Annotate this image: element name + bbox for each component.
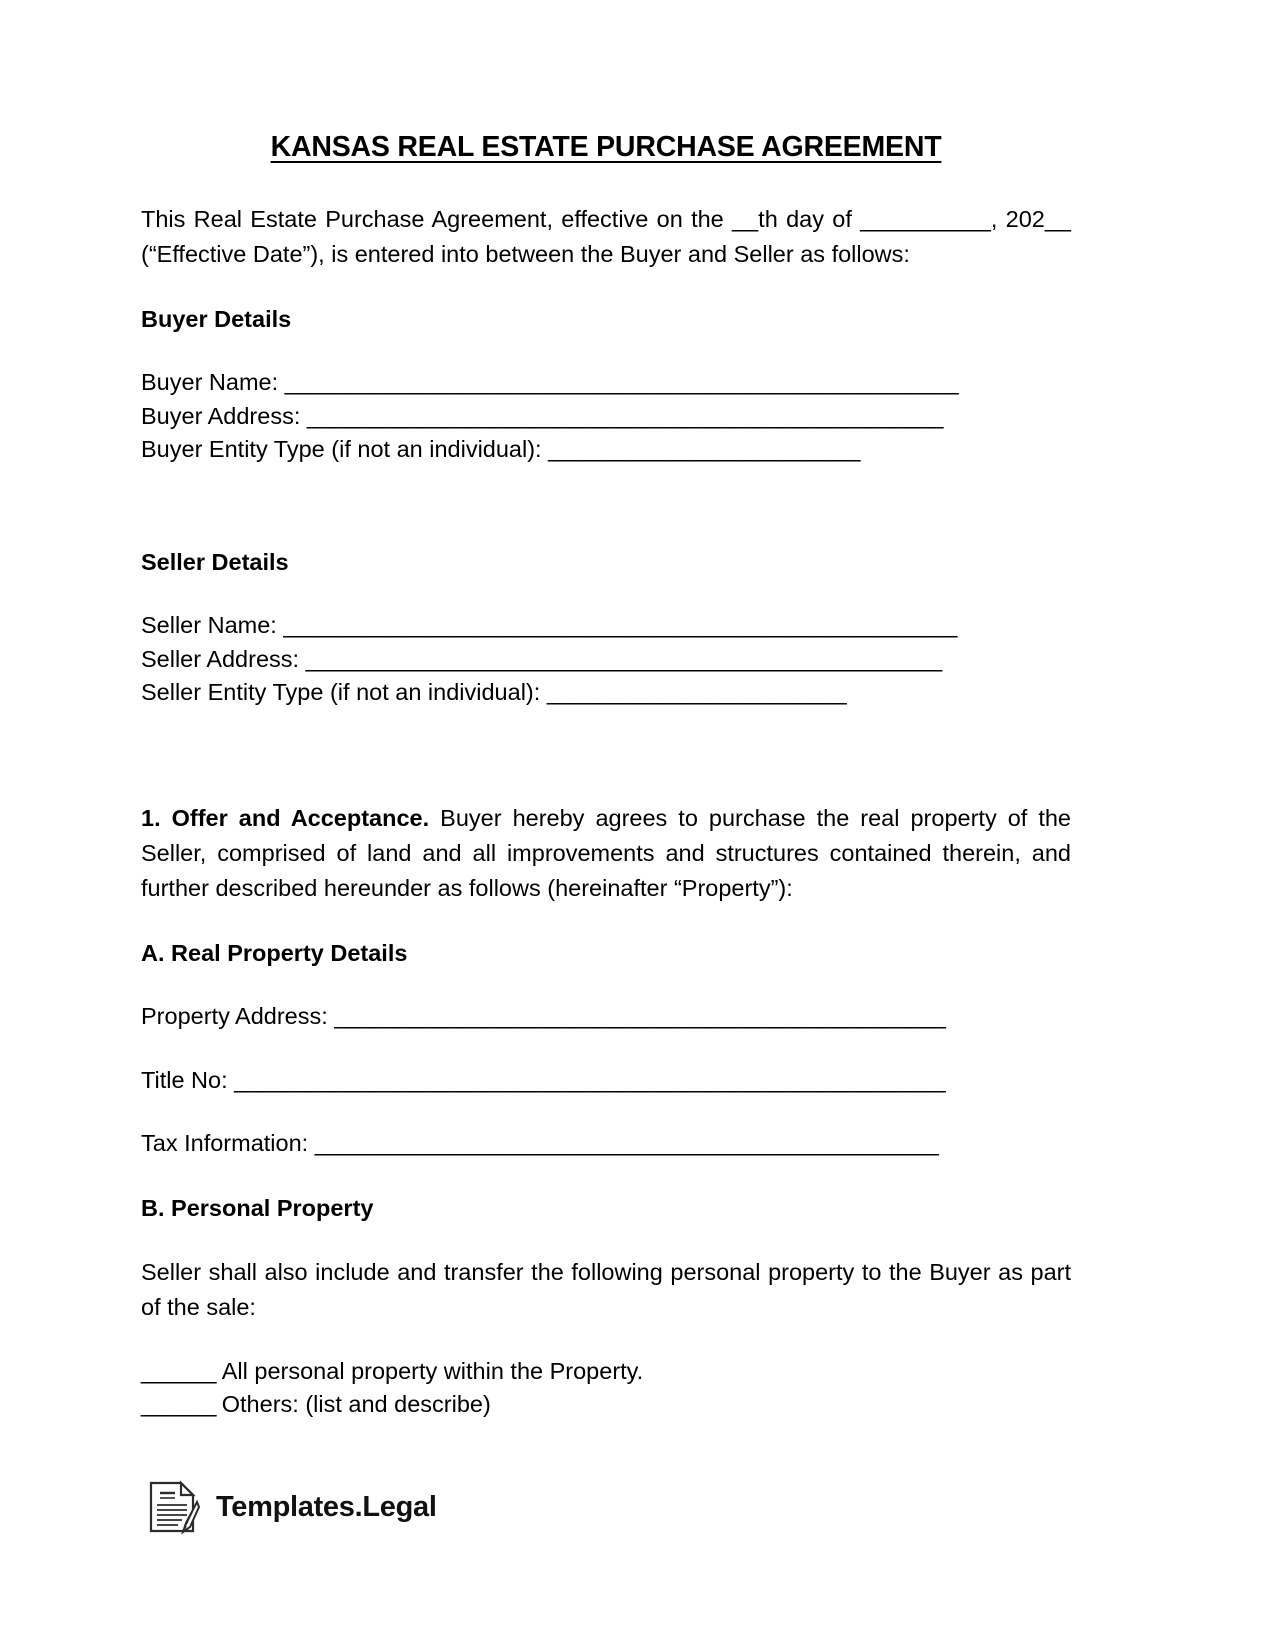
document-with-pen-icon [148, 1478, 200, 1536]
buyer-name-field[interactable] [141, 366, 1071, 399]
buyer-address-blank[interactable]: ___________________________________________________ [306, 402, 943, 429]
property-address-blank[interactable]: _________________________________________________ [334, 1003, 946, 1030]
intro-paragraph: This Real Estate Purchase Agreement, effective on the __th day of __________, 202__ (“Effective Date”), is entered into between the Buyer and Seller as follows: [141, 206, 1071, 267]
spacer [141, 709, 1071, 771]
buyer-name-blank[interactable]: ______________________________________________________ [284, 369, 959, 396]
seller-name-label: Seller Name: [141, 612, 284, 639]
spacer [141, 579, 1071, 609]
buyer-address-label: Buyer Address: [141, 402, 307, 429]
buyer-details-heading: Buyer Details [141, 305, 292, 332]
footer-brand[interactable] [148, 1478, 437, 1536]
tax-information-label: Tax Information: [141, 1130, 315, 1157]
brand-name: Templates.Legal [216, 1490, 437, 1523]
property-address-field[interactable] [141, 1000, 1071, 1033]
buyer-entity-type-field[interactable] [141, 433, 1071, 466]
section-1-body: Buyer hereby agrees to purchase the real property of the Seller, comprised of land and all improvements and structures contained therein, and further described hereunder as follows (hereinafter “Property”): [141, 805, 1071, 901]
personal-property-paragraph: Seller shall also include and transfer the following personal property to the Buyer as part of the sale: [141, 1259, 1071, 1321]
tax-information-blank[interactable]: __________________________________________________ [314, 1130, 939, 1157]
property-address-label: Property Address: [141, 1003, 335, 1030]
title-no-label: Title No: [141, 1066, 235, 1093]
seller-address-field[interactable] [141, 643, 1071, 676]
page-title: KANSAS REAL ESTATE PURCHASE AGREEMENT [270, 131, 942, 163]
section-1-number-title: 1. Offer and Acceptance. [141, 805, 430, 832]
seller-entity-type-label: Seller Entity Type (if not an individual): [141, 679, 547, 706]
spacer [141, 1097, 1071, 1127]
spacer [141, 1161, 1071, 1191]
seller-entity-type-field[interactable] [141, 676, 1071, 709]
spacer [141, 336, 1071, 366]
subsection-a-heading: A. Real Property Details [141, 939, 408, 966]
option-others[interactable] [141, 1388, 1071, 1421]
option-others-label: Others: (list and describe) [221, 1391, 491, 1418]
seller-name-blank[interactable]: ______________________________________________________ [283, 612, 957, 639]
seller-address-label: Seller Address: [141, 645, 306, 672]
section-1-paragraph [141, 801, 1071, 905]
option-all-personal-property-label: All personal property within the Property. [221, 1357, 644, 1384]
spacer [141, 771, 1071, 801]
option-others-blank[interactable]: ______ [141, 1391, 222, 1418]
spacer [141, 1325, 1071, 1355]
tax-information-field[interactable] [141, 1127, 1071, 1160]
spacer [141, 906, 1071, 936]
seller-details-heading: Seller Details [141, 548, 289, 575]
subsection-b-heading: B. Personal Property [141, 1194, 374, 1221]
spacer [141, 467, 1071, 529]
spacer [141, 272, 1071, 302]
spacer [141, 1225, 1071, 1255]
seller-address-blank[interactable]: ___________________________________________________ [305, 645, 942, 672]
spacer [141, 970, 1071, 1000]
buyer-entity-type-label: Buyer Entity Type (if not an individual): [141, 436, 549, 463]
buyer-entity-type-blank[interactable]: _________________________ [548, 436, 860, 463]
spacer [141, 1034, 1071, 1064]
spacer [141, 529, 1071, 545]
title-no-blank[interactable]: _________________________________________________________ [234, 1066, 945, 1093]
option-all-personal-property-blank[interactable]: ______ [141, 1357, 222, 1384]
seller-name-field[interactable] [141, 609, 1071, 642]
document-content [141, 130, 1071, 1422]
buyer-address-field[interactable] [141, 400, 1071, 433]
option-all-personal-property[interactable] [141, 1355, 1071, 1388]
buyer-name-label: Buyer Name: [141, 369, 285, 396]
seller-entity-type-blank[interactable]: ________________________ [546, 679, 847, 706]
title-no-field[interactable] [141, 1064, 1071, 1097]
